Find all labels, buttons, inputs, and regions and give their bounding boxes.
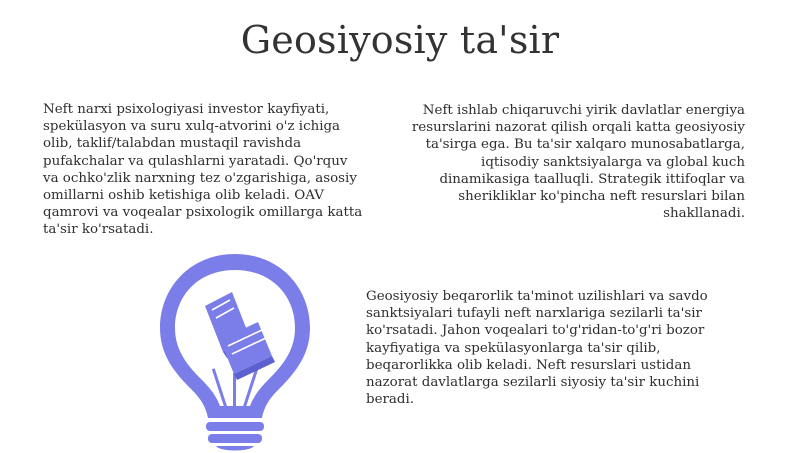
lightbulb-with-book-icon <box>150 248 320 453</box>
paragraph-left: Neft narxi psixologiyasi investor kayfiyati, spekülasyon va suru xulq-atvorini o'z ichiga olib, taklif/talabdan mustaqil ravishda pufakchalar va qulashlarni yaratadi. Qo'rquv va ochko'zlik narxning tez o'zgarishiga, asosiy omillarni oshib ketishiga olib keladi. OAV qamrovi va voqealar psixologik omillarga katta ta'sir ko'rsatadi. <box>43 102 363 238</box>
paragraph-right: Neft ishlab chiqaruvchi yirik davlatlar energiya resurslarini nazorat qilish orqali katta geosiyosiy ta'sirga ega. Bu ta'sir xalqaro munosabatlarga, iqtisodiy sanktsiyalarga va global kuch dinamikasiga taalluqli. Strategik ittifoqlar va sherikliklar ko'pincha neft resurslari bilan shakllanadi. <box>411 103 745 222</box>
page-title: Geosiyosiy ta'sir <box>240 18 560 62</box>
paragraph-bottom: Geosiyosiy beqarorlik ta'minot uzilishlari va savdo sanktsiyalari tufayli neft narxlariga sezilarli ta'sir ko'rsatadi. Jahon voqealari to'g'ridan-to'g'ri bozor kayfiyatiga va spekülasyonlarga ta'sir qilib, beqarorlikka olib keladi. Neft resurslari ustidan nazorat davlatlarga sezilarli siyosiy ta'sir kuchini beradi. <box>366 289 708 408</box>
